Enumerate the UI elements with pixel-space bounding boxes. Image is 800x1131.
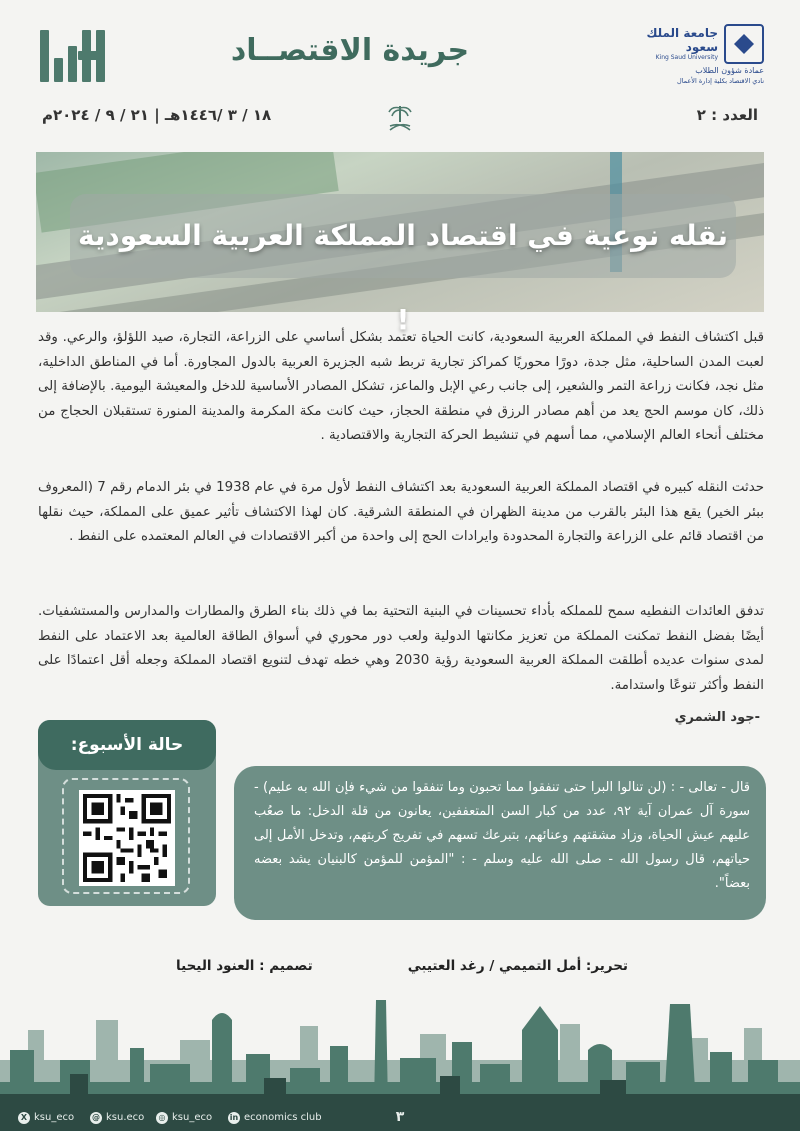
issue-date: ١٨ / ٣ /١٤٤٦هـ | ٢١ / ٩ / ٢٠٢٤م — [42, 106, 272, 124]
palm-swords-emblem-icon — [386, 104, 414, 134]
newspaper-title: جريدة الاقتصــاد — [230, 33, 470, 68]
university-name-en: King Saud University — [655, 54, 718, 61]
instagram-icon: ◎ — [156, 1112, 168, 1124]
linkedin-icon: in — [229, 1112, 239, 1122]
week-status-title: حالة الأسبوع: — [70, 735, 184, 755]
riyadh-skyline-illustration — [0, 990, 800, 1106]
club-label: نادي الاقتصاد بكلية إدارة الأعمال — [676, 77, 764, 85]
x-icon: X — [18, 1112, 30, 1124]
article-headline: نقله نوعية في اقتصاد المملكة العربية السعودية ! — [77, 219, 729, 336]
article-paragraph-3: تدفق العائدات النفطيه سمح للمملكه بأداء تحسينات في البنية التحتية بما في ذلك بناء الطرق والمطارات والمدارس والمستشفيات. أيضًا بفضل النفط تمكنت المملكة من تعزيز مكانتها الدولية ولعب دور محوري في أسواق الطاقة العالمية بعد الاعتماد على النفط لمدى سنوات عديده أطلقت المملكة العربية السعودية رؤية 2030 وهي خطه تهدف لتنويع اقتصاد المملكة وجعله أقل اعتمادًا على النفط وأكثر تنوعًا واستدامة. — [38, 604, 764, 693]
article-paragraph-1: قبل اكتشاف النفط في المملكة العربية السعودية، كانت الحياة تعتمد بشكل أساسي على الزراعة، التجارة، صيد اللؤلؤ، والرعي. وقد لعبت المدن الساحلية، مثل جدة، دورًا محوريًا كمراكز تجارية تربط شبه الجزيرة العربية بالدول المجاورة. أما في المناطق الداخلية، مثل نجد، فكانت زراعة التمر والشعير، إلى جانب رعي الإبل والماعز، تشكل المصادر الأساسية للدخل والمعيشة اليومية. بالإضافة إلى ذلك، كان موسم الحج يعد من أهم مصادر الرزق في منطقة الحجاز، حيث كانت مكة المكرمة والمدينة المنورة تستقبلان الحجاج من مختلف أنحاء العالم الإسلامي، مما أسهم في تنشيط الحركة التجارية والاقتصادية . — [38, 330, 764, 443]
threads-icon: @ — [92, 1112, 100, 1122]
university-logo — [624, 22, 764, 86]
qr-code[interactable] — [79, 790, 175, 886]
footer-linkedin-handle[interactable] — [228, 1104, 322, 1131]
issue-number: العدد : ٢ — [696, 106, 758, 124]
linkedin-handle-label: economics club — [244, 1112, 322, 1123]
university-department — [624, 66, 764, 86]
editors-credit: تحرير: أمل التميمي / رغد العتيبي — [407, 958, 628, 974]
economics-logo-icon — [40, 30, 112, 82]
instagram-handle-label: ksu_eco — [172, 1112, 213, 1123]
article-author: -جود الشمري — [674, 710, 760, 725]
university-name: جامعة الملك سعود — [646, 26, 718, 54]
footer-x-handle[interactable] — [18, 1104, 74, 1131]
department-label: عمادة شؤون الطلاب — [695, 66, 764, 75]
x-handle-label: ksu_eco — [34, 1112, 75, 1123]
donation-quote-text: قال - تعالى - : (لن تنالوا البرا حتى تنفقوا مما تحبون وما تنفقوا من شيء فإن الله به عليم) - سورة آل عمران آية ٩٢، عدد من كبار السن المتعففين، يعانون من قلة الدخل: ما صعُب عليهم عيش الحياة، وزاد مشقتهم وعنائهم، بتبرعك تسهم في تفريج كربتهم، وتدخل الأمل إلى حياتهم، قال رسول الله - صلى الله عليه وسلم - : "المؤمن للمؤمن كالبنيان يشد بعضه بعضاً". — [254, 780, 750, 891]
article-paragraph-2: حدثت النقله كبيره في اقتصاد المملكة العربية السعودية بعد اكتشاف النفط لأول مرة في عام 1938 في بئر الدمام رقم 7 (المعروف ببئر الخير) يقع هذا البئر بالقرب من مدينة الظهران في المنطقة الشرقية. كان لهذا الاكتشاف تأثير عميق على المملكة، حيث نقلها من اقتصاد قائم على الزراعة والتجارة المحدودة وايرادات الحج إلى واحدة من أكبر الاقتصادات في العالم المعتمده على النفط . — [38, 480, 765, 544]
university-crest-icon — [724, 24, 764, 64]
qr-code-icon — [83, 794, 171, 882]
designer-credit: تصميم : العنود اليحيا — [176, 958, 313, 974]
footer-instagram-handle[interactable] — [156, 1104, 212, 1131]
page-number: ٣ — [395, 1109, 405, 1125]
footer-threads-handle[interactable] — [90, 1104, 144, 1131]
threads-handle-label: ksu.eco — [106, 1112, 145, 1123]
